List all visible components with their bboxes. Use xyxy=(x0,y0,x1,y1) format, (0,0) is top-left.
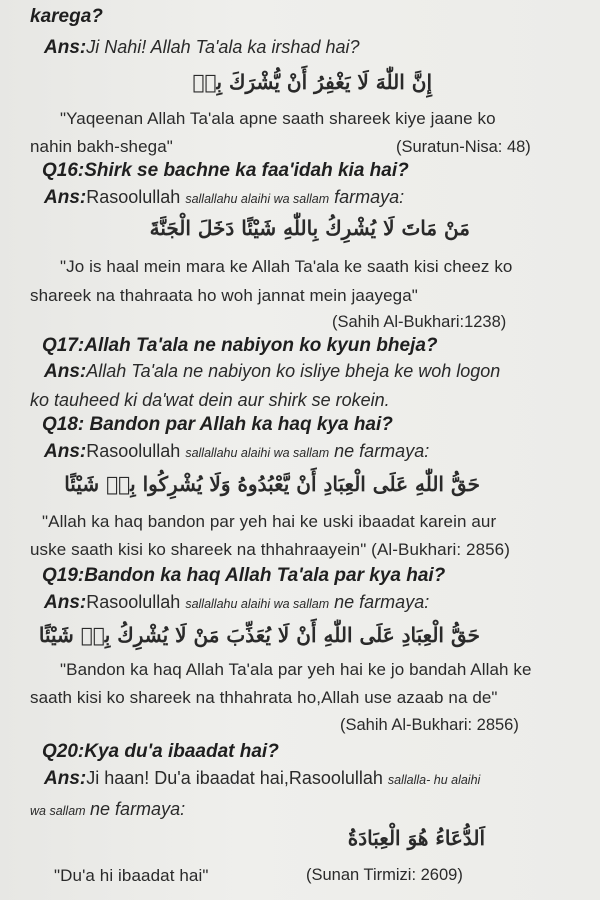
q16-answer xyxy=(44,187,404,209)
answer-label: Ans: xyxy=(44,441,87,462)
q16-arabic-hadith: مَنْ مَاتَ لَا يُشْرِكُ بِاللّٰهِ شَيْئًا دَخَلَ الْجَنَّةَ xyxy=(149,216,470,240)
q15-translation-line2: nahin bakh-shega" xyxy=(30,137,173,156)
q20-translation: "Du'a hi ibaadat hai" xyxy=(54,866,209,885)
q20-answer-line2 xyxy=(30,799,185,820)
salutation-text: sallalla- hu alaihi xyxy=(387,773,481,787)
q19-question: Q19:Bandon ka haq Allah Ta'ala par kya hai? xyxy=(42,565,446,586)
answer-text-cont: ne farmaya: xyxy=(90,799,186,819)
q19-answer xyxy=(44,592,429,614)
answer-text-cont: ne farmaya: xyxy=(334,592,430,612)
answer-text: Ji haan! Du'a ibaadat hai,Rasoolullah xyxy=(86,768,383,788)
answer-text: Rasoolullah xyxy=(86,441,181,461)
q15-reference: (Suratun-Nisa: 48) xyxy=(396,138,531,156)
q17-question: Q17:Allah Ta'ala ne nabiyon ko kyun bheja? xyxy=(42,335,438,356)
q18-question: Q18: Bandon par Allah ka haq kya hai? xyxy=(42,414,393,435)
salutation-text: sallallahu alaihi wa sallam xyxy=(185,597,330,611)
answer-text: Ji Nahi! Allah Ta'ala ka irshad hai? xyxy=(86,37,360,57)
answer-label: Ans: xyxy=(44,592,87,613)
answer-text-cont: ne farmaya: xyxy=(334,441,430,461)
q18-arabic-hadith: حَقُّ اللّٰهِ عَلَى الْعِبَادِ أَنْ يَّعْبُدُوهُ وَلَا يُشْرِكُوا بِهٖ شَيْئًا xyxy=(64,472,480,496)
answer-label: Ans: xyxy=(44,37,87,58)
salutation-text: sallallahu alaihi wa sallam xyxy=(185,192,330,206)
q15-answer xyxy=(44,37,360,59)
q16-question: Q16:Shirk se bachne ka faa'idah kia hai? xyxy=(42,160,409,181)
answer-label: Ans: xyxy=(44,187,87,208)
q17-answer-line2: ko tauheed ki da'wat dein aur shirk se rokein. xyxy=(30,390,390,410)
q17-answer-line1 xyxy=(44,361,500,383)
q18-answer xyxy=(44,441,429,463)
q20-reference: (Sunan Tirmizi: 2609) xyxy=(306,866,463,884)
answer-text: Rasoolullah xyxy=(86,187,181,207)
q15-translation-line1: "Yaqeenan Allah Ta'ala apne saath shareek kiye jaane ko xyxy=(60,109,496,128)
q15-arabic-verse: إِنَّ اللّٰهَ لَا يَغْفِرُ أَنْ يُّشْرَكَ بِهٖ xyxy=(192,70,432,94)
answer-text: Rasoolullah xyxy=(86,592,181,612)
q19-translation-line1: "Bandon ka haq Allah Ta'ala par yeh hai ke jo bandah Allah ke xyxy=(60,660,532,679)
q18-translation-line1: "Allah ka haq bandon par yeh hai ke uski ibaadat karein aur xyxy=(42,512,497,531)
question-continuation: karega? xyxy=(30,6,103,27)
q20-arabic-hadith: اَلدُّعَاءُ هُوَ الْعِبَادَةُ xyxy=(347,826,485,850)
salutation-text: sallallahu alaihi wa sallam xyxy=(185,446,330,460)
answer-label: Ans: xyxy=(44,361,87,382)
q18-translation-line2: uske saath kisi ko shareek na thhahraayein" (Al-Bukhari: 2856) xyxy=(30,540,510,559)
answer-label: Ans: xyxy=(44,768,87,789)
q20-answer xyxy=(44,768,480,790)
q19-reference: (Sahih Al-Bukhari: 2856) xyxy=(340,716,519,734)
answer-text-cont: farmaya: xyxy=(334,187,405,207)
q20-question: Q20:Kya du'a ibaadat hai? xyxy=(42,741,279,762)
q16-reference: (Sahih Al-Bukhari:1238) xyxy=(332,313,507,331)
answer-text: Allah Ta'ala ne nabiyon ko isliye bheja ke woh logon xyxy=(86,361,501,381)
q19-translation-line2: saath kisi ko shareek na thhahrata ho,Allah use azaab na de" xyxy=(30,688,498,707)
q16-translation-line1: "Jo is haal mein mara ke Allah Ta'ala ke saath kisi cheez ko xyxy=(60,257,513,276)
salutation-text-cont: wa sallam xyxy=(30,804,86,818)
q19-arabic-hadith: حَقُّ الْعِبَادِ عَلَى اللّٰهِ أَنْ لَا يُعَذِّبَ مَنْ لَا يُشْرِكُ بِهٖ شَيْئًا xyxy=(38,623,480,647)
q16-translation-line2: shareek na thahraata ho woh jannat mein jaayega" xyxy=(30,286,418,305)
